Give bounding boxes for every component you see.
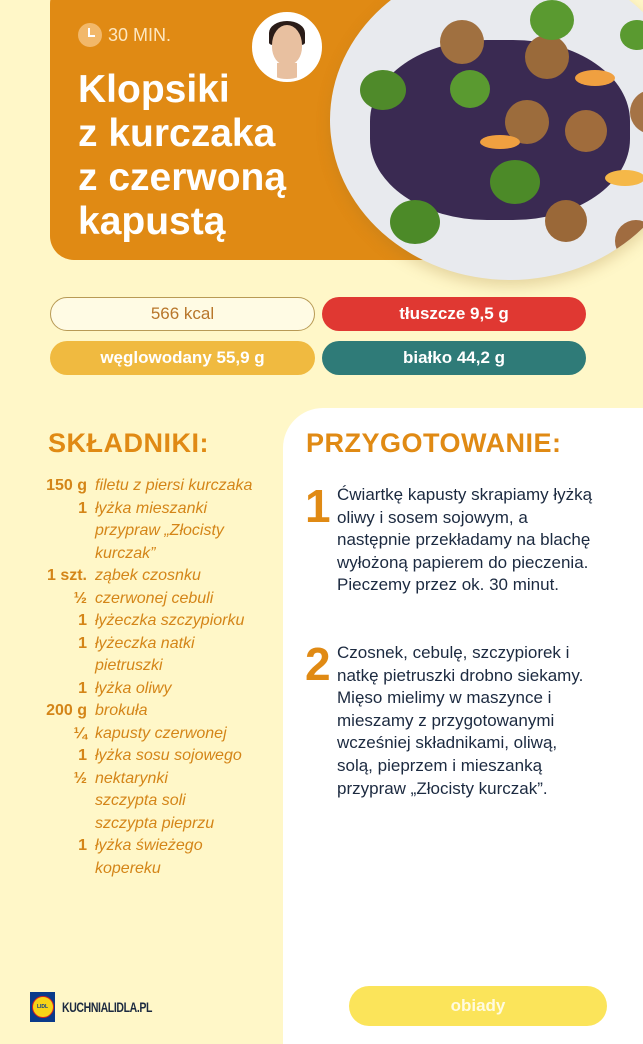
prep-time-label: 30 MIN. xyxy=(108,24,172,45)
ingredient-item xyxy=(40,790,280,813)
carbs-badge: węglowodany 55,9 g xyxy=(50,341,315,375)
ingredient-item xyxy=(40,565,280,588)
ingredient-item xyxy=(40,633,280,656)
ingredient-name: czerwonej cebuli xyxy=(95,589,214,607)
site-link[interactable]: KUCHNIALIDLA.PL xyxy=(62,999,153,1015)
ingredient-qty: 1 xyxy=(78,679,87,697)
ingredient-name: przypraw „Złocisty xyxy=(95,522,224,539)
preparation-heading: PRZYGOTOWANIE: xyxy=(306,428,562,458)
recipe-title xyxy=(78,68,338,244)
ingredient-name: kapusty czerwonej xyxy=(95,724,227,742)
ingredient-item-cont xyxy=(40,655,280,678)
ingredient-qty: 1 xyxy=(78,499,87,517)
ingredient-name: kopereku xyxy=(95,859,161,877)
ingredient-name: łyżeczka szczypiorku xyxy=(95,612,245,629)
ingredient-item-cont xyxy=(40,520,280,543)
ingredient-item xyxy=(40,700,280,723)
step-text: Czosnek, cebulę, szczypiorek i natkę pietruszki drobno siekamy. Mięso mielimy w maszynce i mieszamy z przygotowanymi wcześniej składnikami, oliwą, solą, pieprzem i mieszanką przypraw „Złocisty kurczak”. xyxy=(337,643,584,798)
ingredient-item xyxy=(40,768,280,791)
ingredient-qty: 1 xyxy=(78,612,87,629)
prep-step xyxy=(305,480,597,597)
prep-step xyxy=(305,638,597,800)
ingredient-name: ząbek czosnku xyxy=(95,567,201,584)
title-line: Klopsiki xyxy=(78,68,230,111)
title-line: kapustą xyxy=(78,200,226,243)
ingredient-name: nektarynki xyxy=(95,769,168,787)
step-number: 2 xyxy=(305,638,331,690)
ingredient-name: szczypta soli xyxy=(95,792,186,809)
calories-badge: 566 kcal xyxy=(50,297,315,331)
ingredient-item-cont xyxy=(40,543,280,566)
ingredient-qty: ¼ xyxy=(73,724,87,742)
ingredient-qty: 1 xyxy=(78,747,87,764)
ingredient-item xyxy=(40,475,280,498)
ingredient-qty xyxy=(40,813,95,836)
prep-time xyxy=(78,23,171,47)
ingredient-item-cont xyxy=(40,858,280,881)
ingredient-item xyxy=(40,723,280,746)
ingredient-qty: 1 xyxy=(78,634,87,652)
ingredient-item xyxy=(40,498,280,521)
ingredient-qty: 1 xyxy=(78,837,87,854)
clock-icon xyxy=(78,23,102,47)
ingredient-item xyxy=(40,813,280,836)
protein-badge: białko 44,2 g xyxy=(322,341,586,375)
ingredient-name: łyżka mieszanki xyxy=(95,499,208,517)
ingredient-name: łyżeczka natki xyxy=(95,634,195,652)
ingredient-name: łyżka sosu sojowego xyxy=(95,747,242,764)
category-button[interactable]: obiady xyxy=(349,986,607,1026)
ingredient-qty xyxy=(40,790,95,813)
ingredient-item xyxy=(40,610,280,633)
lidl-logo-icon: LIDL xyxy=(30,992,55,1022)
ingredient-name: pietruszki xyxy=(95,657,163,674)
ingredients-list xyxy=(40,475,280,880)
ingredient-name: łyżka oliwy xyxy=(95,679,172,697)
ingredient-qty: ½ xyxy=(73,769,87,787)
fat-badge: tłuszcze 9,5 g xyxy=(322,297,586,331)
ingredient-name: kurczak” xyxy=(95,544,156,562)
step-text: Ćwiartkę kapusty skrapiamy łyżką oliwy i sosem sojowym, a następnie przekładamy na blachę wyłożoną papierem do pieczenia. Pieczemy przez ok. 30 minut. xyxy=(337,485,593,595)
ingredient-item xyxy=(40,745,280,768)
ingredient-name: brokuła xyxy=(95,702,148,719)
ingredient-name: filetu z piersi kurczaka xyxy=(95,477,253,494)
title-line: z kurczaka xyxy=(78,112,276,155)
step-number: 1 xyxy=(305,480,331,532)
ingredient-qty: 200 g xyxy=(46,702,87,719)
footer-brand[interactable] xyxy=(30,992,182,1022)
ingredient-qty: 1 szt. xyxy=(46,567,87,584)
ingredient-qty: ½ xyxy=(73,589,87,607)
ingredients-heading: SKŁADNIKI: xyxy=(48,428,209,458)
ingredient-name: łyżka świeżego xyxy=(95,837,203,854)
ingredient-item xyxy=(40,835,280,858)
ingredient-item xyxy=(40,588,280,611)
ingredient-item xyxy=(40,678,280,701)
ingredient-qty: 150 g xyxy=(46,477,87,494)
title-line: z czerwoną xyxy=(78,156,287,199)
ingredient-name: szczypta pieprzu xyxy=(95,814,215,832)
